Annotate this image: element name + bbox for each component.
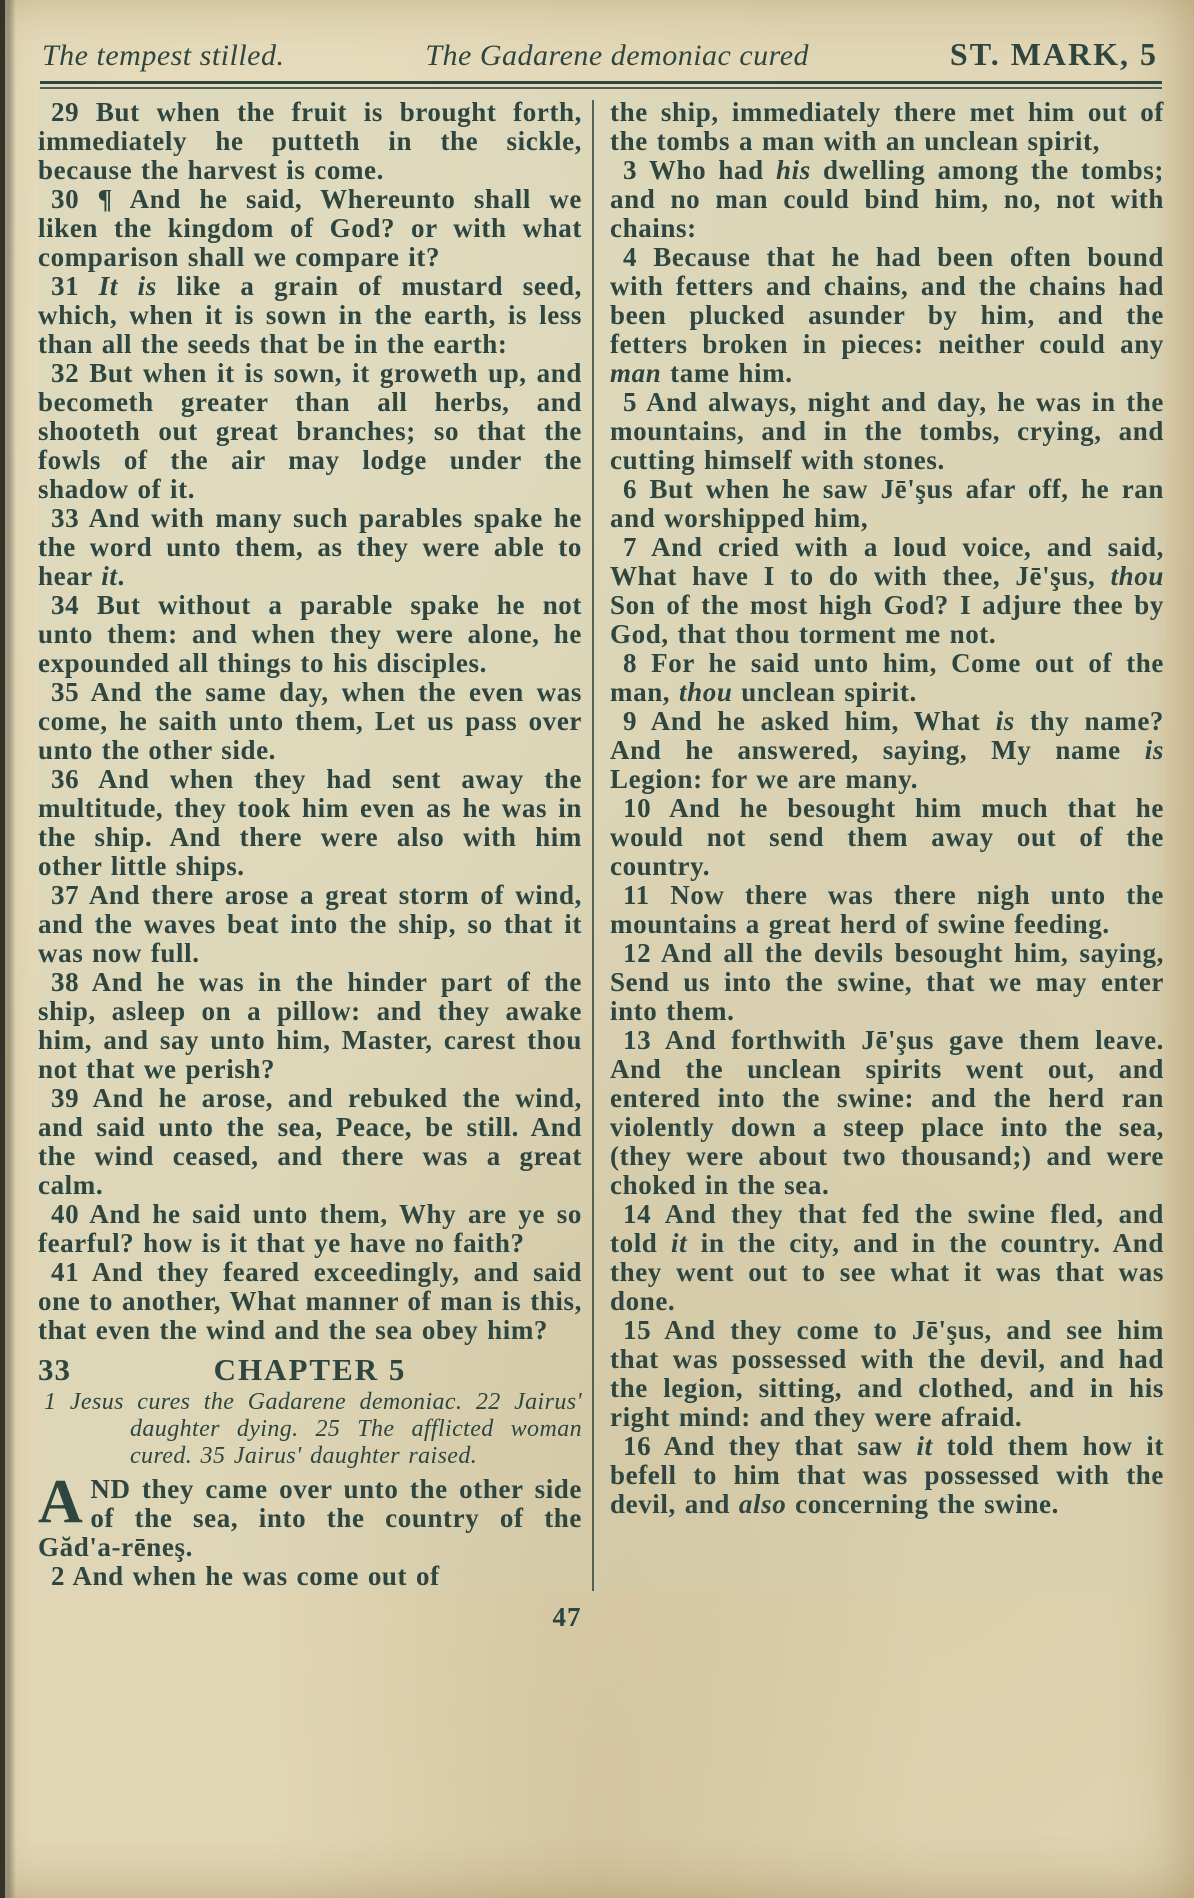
column-divider-rule bbox=[592, 100, 594, 1591]
italic-text-run: Jairus' daughter raised. bbox=[233, 1443, 478, 1469]
verse-paragraph: 39 And he arose, and rebuked the wind, and said unto the sea, Peace, be still. And the wind ceased, and there was a great calm. bbox=[38, 1083, 582, 1200]
verse-paragraph: 40 And he said unto them, Why are ye so fearful? how is it that ye have no faith? bbox=[38, 1199, 582, 1258]
italic-text-run: It is bbox=[98, 271, 157, 301]
verse-paragraph: 5 And always, night and day, he was in the mountains, and in the tombs, crying, and cutting himself with stones. bbox=[610, 387, 1164, 475]
italic-text-run: man bbox=[610, 358, 662, 388]
italic-text-run: thou bbox=[1110, 561, 1164, 591]
running-title-left: The tempest stilled. bbox=[42, 39, 285, 72]
verse-paragraph: 12 And all the devils besought him, saying, Send us into the swine, that we may enter into them. bbox=[610, 938, 1164, 1026]
italic-text-run: is bbox=[1144, 735, 1164, 765]
verse-paragraph: 13 And forthwith Jē'şus gave them leave. And the unclean spirits went out, and entered into the swine: and the herd ran violently down a steep place into the sea, (they were about two thousand;) and were choked in the sea. bbox=[610, 1025, 1164, 1200]
italic-text-run: thou bbox=[679, 677, 733, 707]
book-chapter-label: ST. MARK, 5 bbox=[949, 36, 1158, 72]
drop-cap-letter: A bbox=[38, 1468, 84, 1536]
italic-text-run: it bbox=[101, 561, 118, 591]
verse-paragraph: 9 And he asked him, What is thy name? And he answered, saying, My name is Legion: for we are many. bbox=[610, 706, 1164, 794]
verse-paragraph: 29 But when the fruit is brought forth, immediately he putteth in the sickle, because the harvest is come. bbox=[38, 97, 582, 185]
italic-text-run: Jairus' daughter dying. bbox=[130, 1389, 582, 1442]
verse-paragraph: 3 Who had his dwelling among the tombs; and no man could bind him, no, not with chains: bbox=[610, 155, 1164, 243]
continuation-paragraph: the ship, immediately there met him out of the tombs a man with an unclean spirit, bbox=[610, 97, 1164, 156]
chapter-title: CHAPTER 5 bbox=[213, 1352, 407, 1387]
verse-paragraph: 11 Now there was there nigh unto the mountains a great herd of swine feeding. bbox=[610, 880, 1164, 939]
italic-text-run: 1 bbox=[44, 1389, 70, 1415]
header-rule bbox=[40, 81, 1162, 89]
verse-paragraph: 41 And they feared exceedingly, and said one to another, What manner of man is this, that even the wind and the sea obey him? bbox=[38, 1257, 582, 1345]
book-gutter-shadow bbox=[0, 0, 16, 1898]
verse-paragraph: 32 But when it is sown, it groweth up, and becometh greater than all herbs, and shooteth out great branches; so that the fowls of the air may lodge under the shadow of it. bbox=[38, 358, 582, 504]
italic-text-run: it bbox=[916, 1431, 933, 1461]
verse-paragraph: 31 It is like a grain of mustard seed, which, when it is sown in the earth, is less than all the seeds that be in the earth: bbox=[38, 271, 582, 359]
italic-text-run: Jesus cures the Gadarene demoniac. bbox=[69, 1389, 463, 1415]
chapter-summary bbox=[38, 1389, 582, 1470]
chapter-margin-number: 33 bbox=[38, 1352, 71, 1387]
page-number: 47 bbox=[552, 1602, 582, 1632]
verse-paragraph: 10 And he besought him much that he would not send them away out of the country. bbox=[610, 793, 1164, 881]
italic-text-run: 35 bbox=[192, 1443, 234, 1469]
verse-paragraph: 4 Because that he had been often bound with fetters and chains, and the chains had been plucked asunder by him, and the fetters broken in pieces: neither could any man tame him. bbox=[610, 242, 1164, 388]
verse-paragraph: 36 And when they had sent away the multitude, they took him even as he was in the ship. And there were also with him other little ships. bbox=[38, 764, 582, 881]
chapter-heading-row bbox=[38, 1354, 582, 1386]
running-title-center: The Gadarene demoniac cured bbox=[425, 39, 810, 72]
verse-paragraph: 6 But when he saw Jē'şus afar off, he ran and worshipped him, bbox=[610, 474, 1164, 533]
verse-paragraph: 33 And with many such parables spake he the word unto them, as they were able to hear it. bbox=[38, 503, 582, 591]
verse-paragraph: 37 And there arose a great storm of wind, and the waves beat into the ship, so that it was now full. bbox=[38, 880, 582, 968]
verse-paragraph: 30 ¶ And he said, Whereunto shall we liken the kingdom of God? or with what comparison shall we compare it? bbox=[38, 184, 582, 272]
verse-paragraph: 15 And they come to Jē'şus, and see him that was possessed with the devil, and had the legion, sitting, and clothed, and in his right mind: and they were afraid. bbox=[610, 1315, 1164, 1432]
italic-text-run: also bbox=[738, 1489, 787, 1519]
verse-paragraph: 14 And they that fed the swine fled, and told it in the city, and in the country. And they went out to see what it was that was done. bbox=[610, 1199, 1165, 1316]
verse-paragraph: 7 And cried with a loud voice, and said, What have I to do with thee, Jē'şus, thou Son of the most high God? I adjure thee by God, that thou torment me not. bbox=[610, 532, 1164, 649]
italic-text-run: is bbox=[995, 706, 1015, 736]
verse-paragraph: 16 And they that saw it told them how it befell to him that was possessed with the devil, and also concerning the swine. bbox=[610, 1431, 1164, 1519]
text-columns bbox=[38, 89, 1164, 1591]
left-column bbox=[38, 98, 592, 1591]
verse-paragraph: 34 But without a parable spake he not unto them: and when they were alone, he expounded all things to his disciples. bbox=[38, 590, 582, 678]
verse-paragraph: 35 And the same day, when the even was come, he saith unto them, Let us pass over unto the other side. bbox=[38, 677, 582, 765]
verse-paragraph: 2 And when he was come out of bbox=[51, 1561, 440, 1591]
dropcap-verse: AND they came over unto the other side of the sea, into the country of the Găd'a-rēneş. bbox=[38, 1468, 582, 1562]
running-header bbox=[42, 36, 1158, 73]
italic-text-run: The afflicted woman cured. bbox=[130, 1416, 582, 1469]
italic-text-run: his bbox=[775, 155, 811, 185]
italic-text-run: 25 bbox=[298, 1416, 358, 1442]
verse-paragraph: 8 For he said unto him, Come out of the man, thou unclean spirit. bbox=[610, 648, 1164, 707]
verse-paragraph: 38 And he was in the hinder part of the ship, asleep on a pillow: and they awake him, and say unto him, Master, carest thou not that we perish? bbox=[38, 967, 582, 1084]
page-footer bbox=[38, 1602, 1164, 1633]
right-column bbox=[594, 98, 1164, 1591]
italic-text-run: 22 bbox=[462, 1389, 515, 1415]
italic-text-run: it bbox=[670, 1228, 688, 1258]
